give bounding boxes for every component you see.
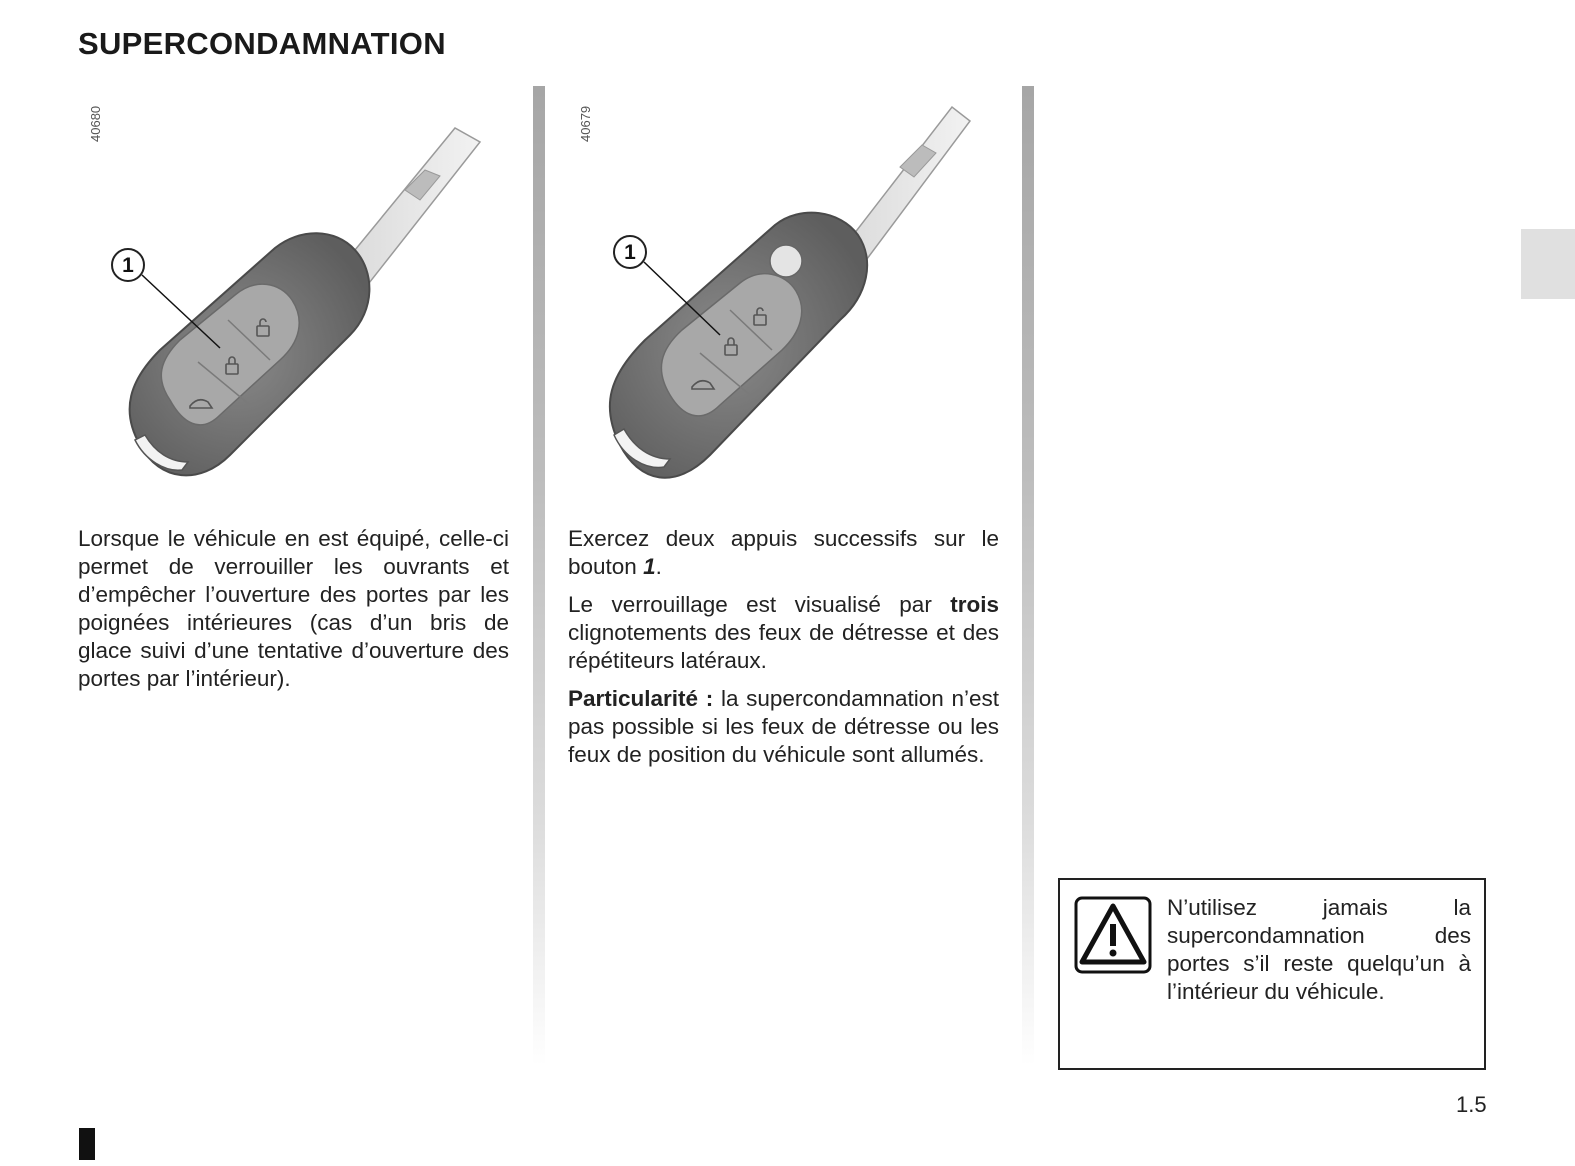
particularity-paragraph: Particularité : la supercondamnation n’est pas possible si les feux de détresse ou les feux de position du véhicule sont allumés. [568, 686, 999, 767]
key-fob-fixed-blade-illustration [100, 110, 500, 510]
corner-marker [79, 1128, 95, 1160]
figure-code: 40679 [578, 105, 593, 142]
callout-number: 1 [122, 254, 134, 277]
page-title: SUPERCONDAMNATION [78, 26, 446, 61]
chapter-tab [1521, 229, 1575, 299]
column-divider-2 [1022, 86, 1034, 1066]
column-divider-1 [533, 86, 545, 1066]
column1-text [78, 525, 509, 703]
page-number: 1.5 [1456, 1092, 1487, 1117]
figure-code: 40680 [88, 105, 103, 142]
visual-indication-paragraph: Le verrouillage est visualisé par trois clignotements des feux de détresse et des répétiteurs latéraux. [568, 592, 999, 673]
intro-paragraph: Lorsque le véhicule en est équipé, celle-ci permet de verrouiller les ouvrants et d’empêcher l’ouverture des portes par les poignées intérieures (cas d’un bris de glace suivi d’une tentative d’ouverture des portes par l’intérieur). [78, 526, 509, 691]
key-fob-flip-key-illustration [600, 95, 1000, 505]
button-reference: 1 [643, 554, 656, 579]
warning-box [1058, 878, 1486, 1070]
callout-number: 1 [624, 241, 636, 264]
instruction-paragraph: Exercez deux appuis successifs sur le bouton 1. [568, 526, 999, 579]
warning-text: N’utilisez jamais la supercondamnation des portes s’il reste quelqu’un à l’intérieur du véhicule. [1167, 895, 1471, 1004]
warning-triangle-icon [1074, 896, 1152, 974]
column2-text [568, 525, 999, 779]
